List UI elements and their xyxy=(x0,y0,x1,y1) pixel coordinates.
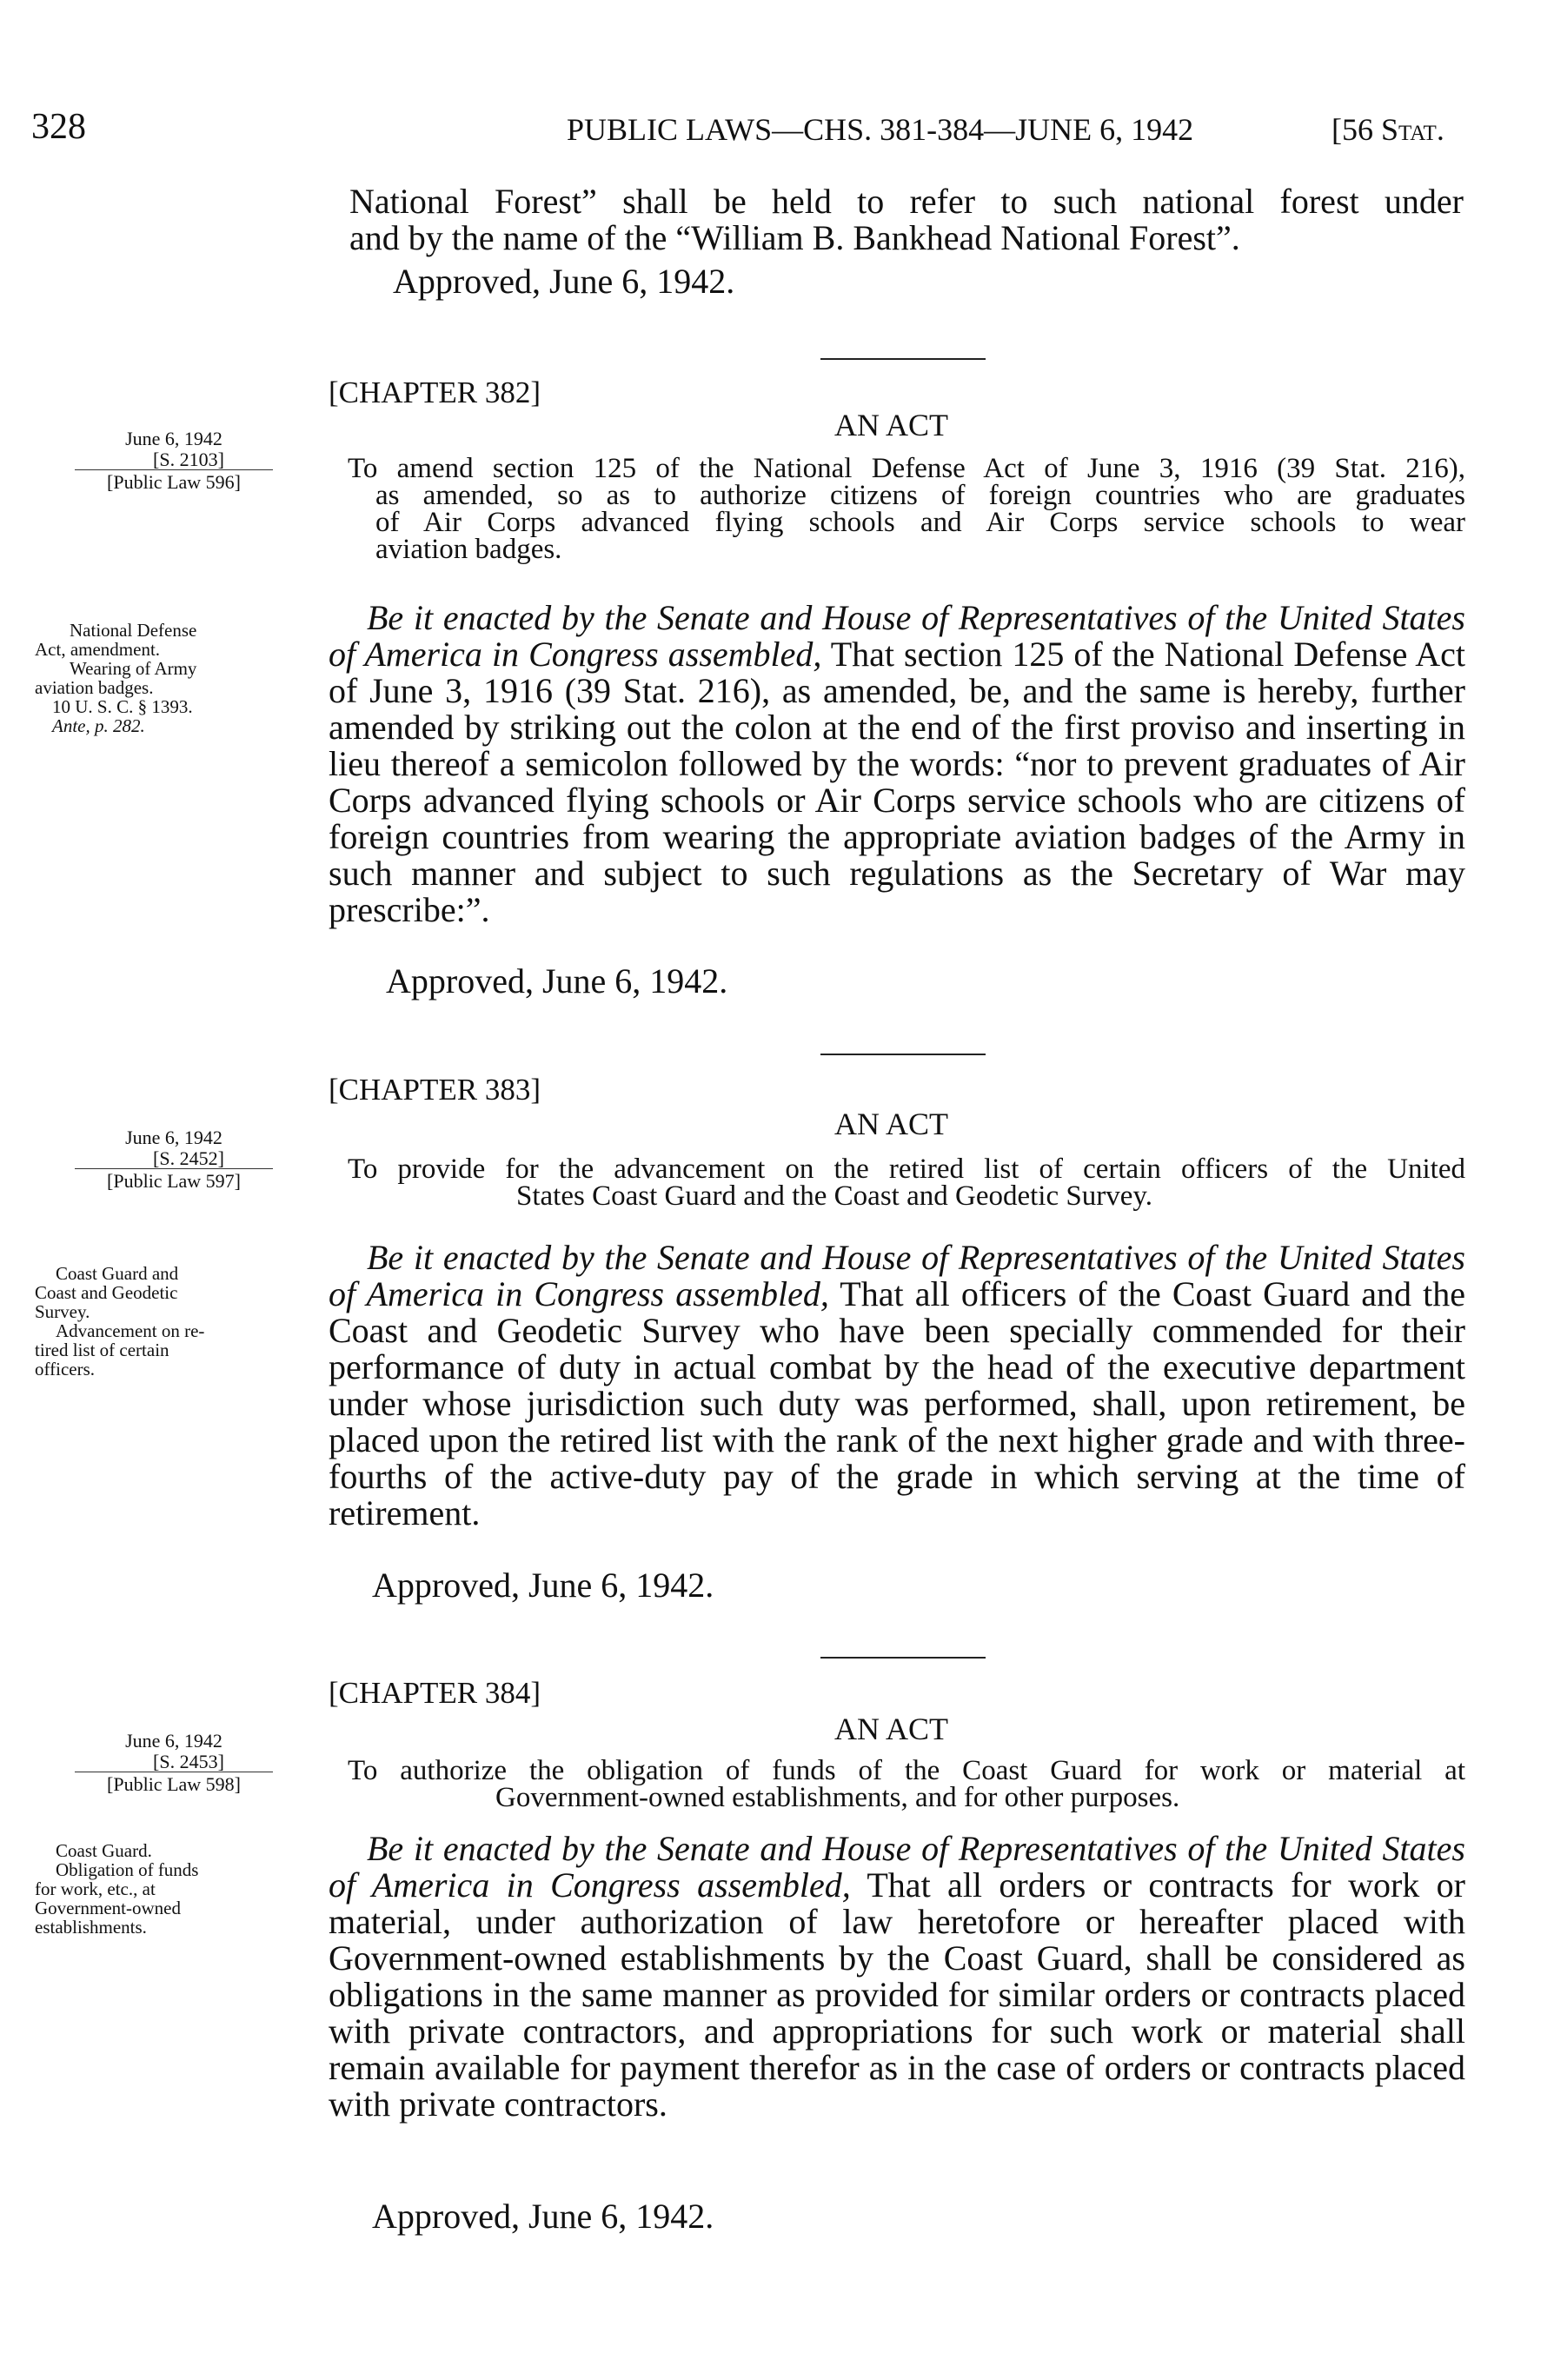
margin-bill: [S. 2453] xyxy=(35,1752,313,1772)
an-act-heading: AN ACT xyxy=(834,408,949,442)
margin-bill: [S. 2103] xyxy=(35,450,313,470)
margin-note-line: Government-owned xyxy=(35,1898,181,1918)
continuation-line-1: National Forest” shall be held to refer to such national forest under xyxy=(349,182,1464,221)
approved-line: Approved, June 6, 1942. xyxy=(372,1566,714,1605)
margin-note-line: Survey. xyxy=(35,1301,90,1322)
act-title-line: States Coast Guard and the Coast and Geodetic Survey. xyxy=(516,1180,1152,1212)
margin-note-line: Obligation of funds xyxy=(56,1859,199,1880)
act-title-line: To authorize the obligation of funds of the Coast Guard for work or material at xyxy=(348,1755,1465,1786)
margin-note-line: tired list of certain xyxy=(35,1340,169,1360)
act-title-line: To amend section 125 of the National Defense Act of June 3, 1916 (39 Stat. 216), xyxy=(348,453,1465,484)
margin-note-line: National Defense xyxy=(70,620,197,641)
margin-note-line: Advancement on re- xyxy=(56,1320,205,1341)
margin-date: June 6, 1942 xyxy=(125,428,222,449)
chapter-heading: [CHAPTER 382] xyxy=(329,376,541,409)
margin-note-line: Ante, p. 282. xyxy=(52,715,145,736)
section-divider xyxy=(820,1657,986,1659)
enacting-clause: Be it enacted by the Senate and House of Representatives of the United States of America in Congress assembled, xyxy=(329,1238,1465,1313)
margin-note-line: establishments. xyxy=(35,1917,147,1938)
margin-public-law: [Public Law 596] xyxy=(107,471,241,493)
margin-date: June 6, 1942 xyxy=(125,1127,222,1148)
act-title-line: Government-owned establishments, and for other purposes. xyxy=(495,1782,1180,1813)
margin-date: June 6, 1942 xyxy=(125,1730,222,1752)
margin-note-line: Coast Guard. xyxy=(56,1840,152,1861)
continuation-approved: Approved, June 6, 1942. xyxy=(393,262,735,301)
margin-note-line: Wearing of Army xyxy=(70,658,197,679)
margin-bill: [S. 2452] xyxy=(35,1149,313,1169)
section-divider xyxy=(820,358,986,360)
enacting-clause: Be it enacted by the Senate and House of Representatives of the United States of America in Congress assembled, xyxy=(329,1829,1465,1905)
act-text: That all orders or contracts for work or material, under authorization of law heretofore or hereafter placed with Government-owned establishments by the Coast Guard, shall be considered as obligations in the same manner as provided for similar orders or contracts placed with private contractors, and appropriations for such work or material shall remain available for payment therefor as in the case of orders or contracts placed with private contractors. xyxy=(329,1865,1465,2124)
margin-note-line: Coast Guard and xyxy=(56,1263,179,1284)
margin-note xyxy=(35,1841,322,1937)
an-act-heading: AN ACT xyxy=(834,1712,949,1746)
act-body xyxy=(329,1831,1465,2196)
margin-note xyxy=(35,621,322,735)
section-divider xyxy=(820,1054,986,1055)
running-title: PUBLIC LAWS—CHS. 381-384—JUNE 6, 1942 xyxy=(567,112,1194,147)
margin-note-line: for work, etc., at xyxy=(35,1878,156,1899)
act-body xyxy=(329,1240,1465,1570)
margin-note-line: officers. xyxy=(35,1359,95,1379)
margin-public-law: [Public Law 597] xyxy=(107,1170,241,1192)
act-text: That all officers of the Coast Guard and the Coast and Geodetic Survey who have been specially commended for their performance of duty in actual combat by the head of the executive department under whose jurisdiction such duty was performed, shall, upon retirement, be placed upon the retired list with the rank of the next higher grade and with three-fourths of the active-duty pay of the grade in which serving at the time of retirement. xyxy=(329,1274,1465,1532)
margin-note xyxy=(35,1264,322,1379)
approved-line: Approved, June 6, 1942. xyxy=(372,2197,714,2236)
act-title-line: of Air Corps advanced flying schools and Air Corps service schools to wear xyxy=(375,507,1465,538)
act-body xyxy=(329,600,1465,974)
margin-public-law: [Public Law 598] xyxy=(107,1773,241,1795)
an-act-heading: AN ACT xyxy=(834,1107,949,1141)
continuation-line-2: and by the name of the “William B. Bankhead National Forest”. xyxy=(349,218,1240,257)
chapter-heading: [CHAPTER 384] xyxy=(329,1676,541,1710)
margin-note-line: Act, amendment. xyxy=(35,639,161,660)
act-title-line: as amended, so as to authorize citizens of foreign countries who are graduates xyxy=(375,480,1465,511)
act-title-line: aviation badges. xyxy=(375,534,562,565)
volume-reference: [56 Stat. xyxy=(1332,112,1444,147)
page-number: 328 xyxy=(31,107,86,147)
enacting-clause: Be it enacted by the Senate and House of Representatives of the United States of America in Congress assembled, xyxy=(329,598,1465,674)
approved-line: Approved, June 6, 1942. xyxy=(386,961,728,1001)
margin-note-line: 10 U. S. C. § 1393. xyxy=(52,696,193,717)
act-title-line: To provide for the advancement on the retired list of certain officers of the United xyxy=(348,1153,1465,1185)
margin-note-line: aviation badges. xyxy=(35,677,154,698)
chapter-heading: [CHAPTER 383] xyxy=(329,1073,541,1107)
margin-note-line: Coast and Geodetic xyxy=(35,1282,178,1303)
act-text: That section 125 of the National Defense Act of June 3, 1916 (39 Stat. 216), as amended, be, and the same is hereby, further amended by striking out the colon at the end of the first proviso and inserting in lieu thereof a semicolon followed by the words: “nor to prevent graduates of Air Corps advanced flying schools or Air Corps service schools who are citizens of foreign countries from wearing the appropriate aviation badges of the Army in such manner and subject to such regulations as the Secretary of War may prescribe:”. xyxy=(329,635,1465,929)
